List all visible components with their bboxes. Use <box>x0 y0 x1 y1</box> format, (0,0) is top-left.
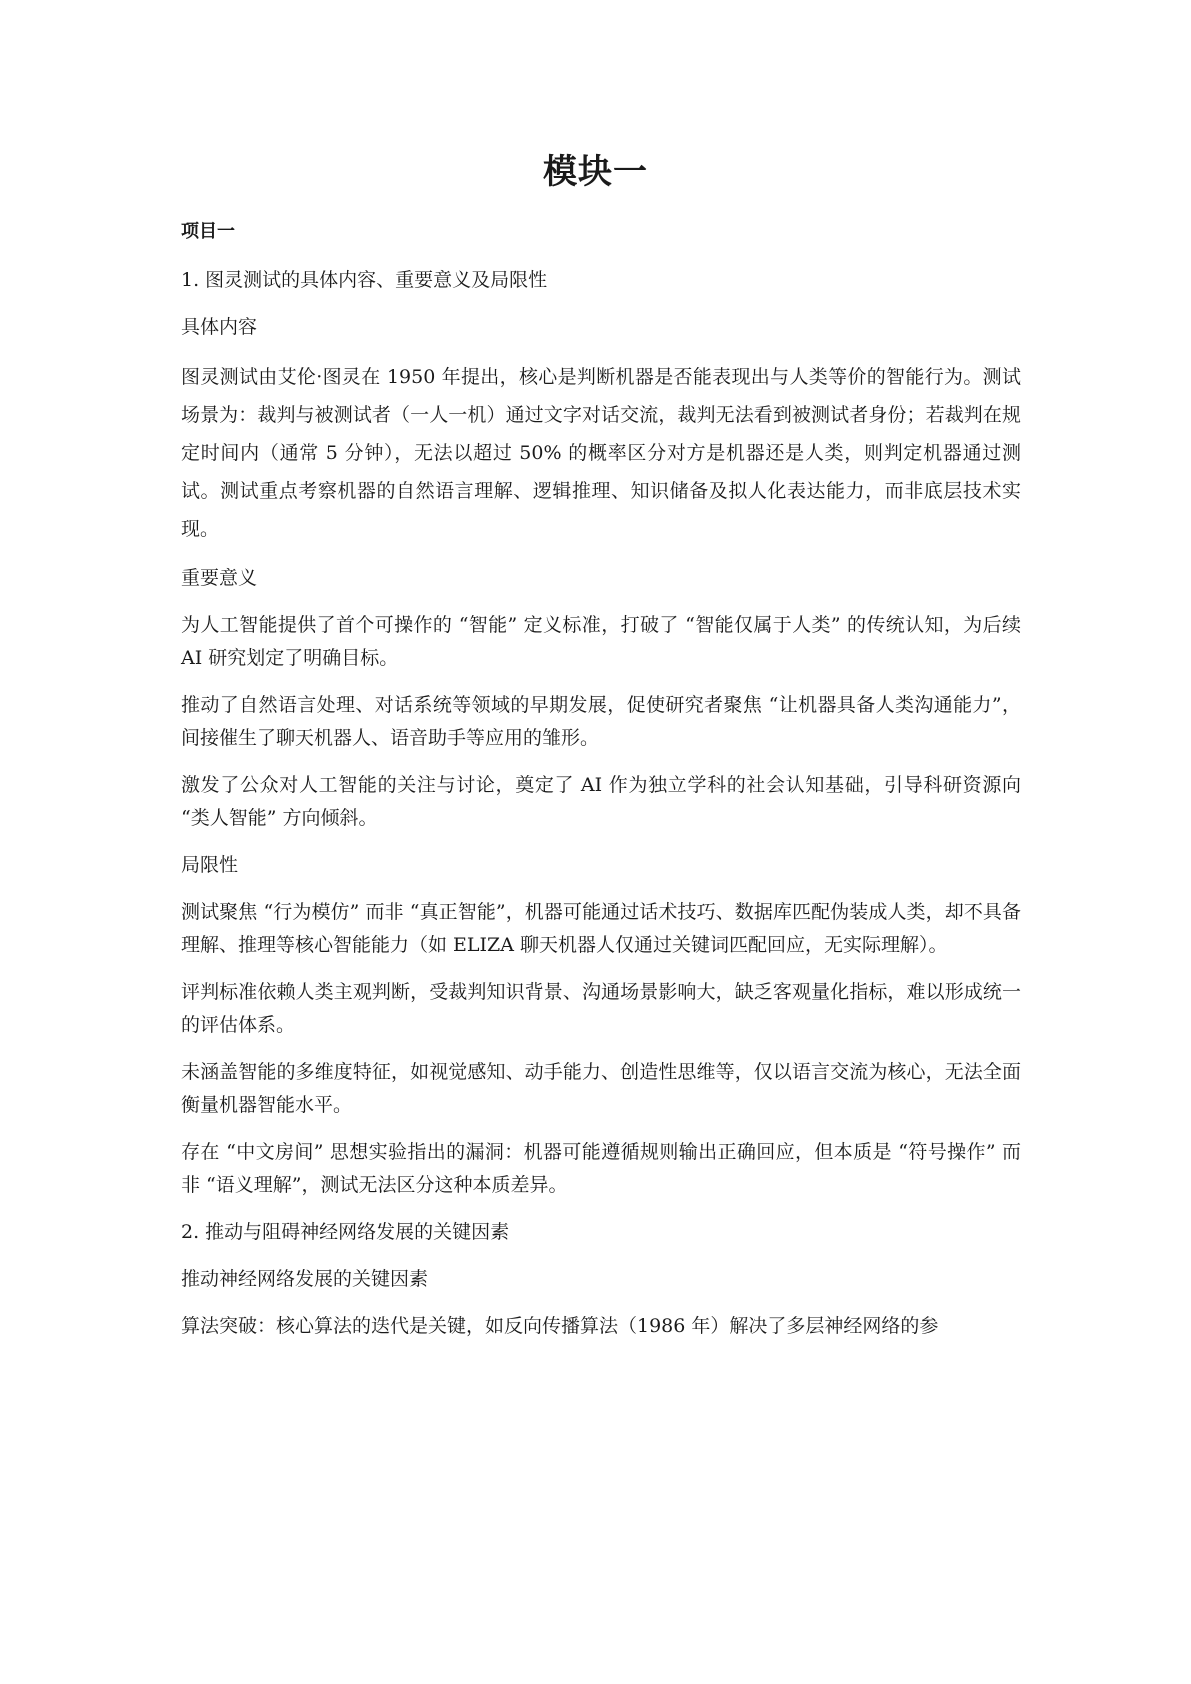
significance-paragraph-1: 为人工智能提供了首个可操作的 “智能” 定义标准，打破了 “智能仅属于人类” 的传统认知，为后续 AI 研究划定了明确目标。 <box>181 614 1021 669</box>
content-paragraph: 图灵测试由艾伦·图灵在 1950 年提出，核心是判断机器是否能表现出与人类等价的智能行为。测试场景为：裁判与被测试者（一人一机）通过文字对话交流，裁判无法看到被测试者身份；若裁判在规定时间内（通常 5 分钟），无法以超过 50% 的概率区分对方是机器还是人类，则判定机器通过测试。测试重点考察机器的自然语言理解、逻辑推理、知识储备及拟人化表达能力，而非底层技术实现。 <box>181 366 1021 540</box>
drivers-label: 推动神经网络发展的关键因素 <box>181 1268 429 1290</box>
limitations-paragraph-3: 未涵盖智能的多维度特征，如视觉感知、动手能力、创造性思维等，仅以语言交流为核心，无法全面衡量机器智能水平。 <box>181 1061 1021 1116</box>
question-2-heading: 2. 推动与阻碍神经网络发展的关键因素 <box>181 1221 510 1243</box>
significance-paragraph-3: 激发了公众对人工智能的关注与讨论，奠定了 AI 作为独立学科的社会认知基础，引导科研资源向 “类人智能” 方向倾斜。 <box>181 774 1021 829</box>
limitations-paragraph-1: 测试聚焦 “行为模仿” 而非 “真正智能”，机器可能通过话术技巧、数据库匹配伪装成人类，却不具备理解、推理等核心智能能力（如 ELIZA 聊天机器人仅通过关键词匹配回应，无实际理解）。 <box>181 901 1021 956</box>
question-1-heading: 1. 图灵测试的具体内容、重要意义及局限性 <box>181 269 548 291</box>
document-body <box>181 215 1021 1357</box>
content-label: 具体内容 <box>181 316 258 338</box>
limitations-paragraph-2: 评判标准依赖人类主观判断，受裁判知识背景、沟通场景影响大，缺乏客观量化指标，难以形成统一的评估体系。 <box>181 981 1021 1036</box>
project-heading: 项目一 <box>181 221 235 242</box>
significance-label: 重要意义 <box>181 567 258 589</box>
significance-paragraph-2: 推动了自然语言处理、对话系统等领域的早期发展，促使研究者聚焦 “让机器具备人类沟通能力”，间接催生了聊天机器人、语音助手等应用的雏形。 <box>181 694 1021 749</box>
drivers-paragraph-1: 算法突破：核心算法的迭代是关键，如反向传播算法（1986 年）解决了多层神经网络的参 <box>181 1315 939 1337</box>
page-title: 模块一 <box>543 152 648 192</box>
limitations-paragraph-4: 存在 “中文房间” 思想实验指出的漏洞：机器可能遵循规则输出正确回应，但本质是 “符号操作” 而非 “语义理解”，测试无法区分这种本质差异。 <box>181 1141 1021 1196</box>
limitations-label: 局限性 <box>181 854 239 876</box>
